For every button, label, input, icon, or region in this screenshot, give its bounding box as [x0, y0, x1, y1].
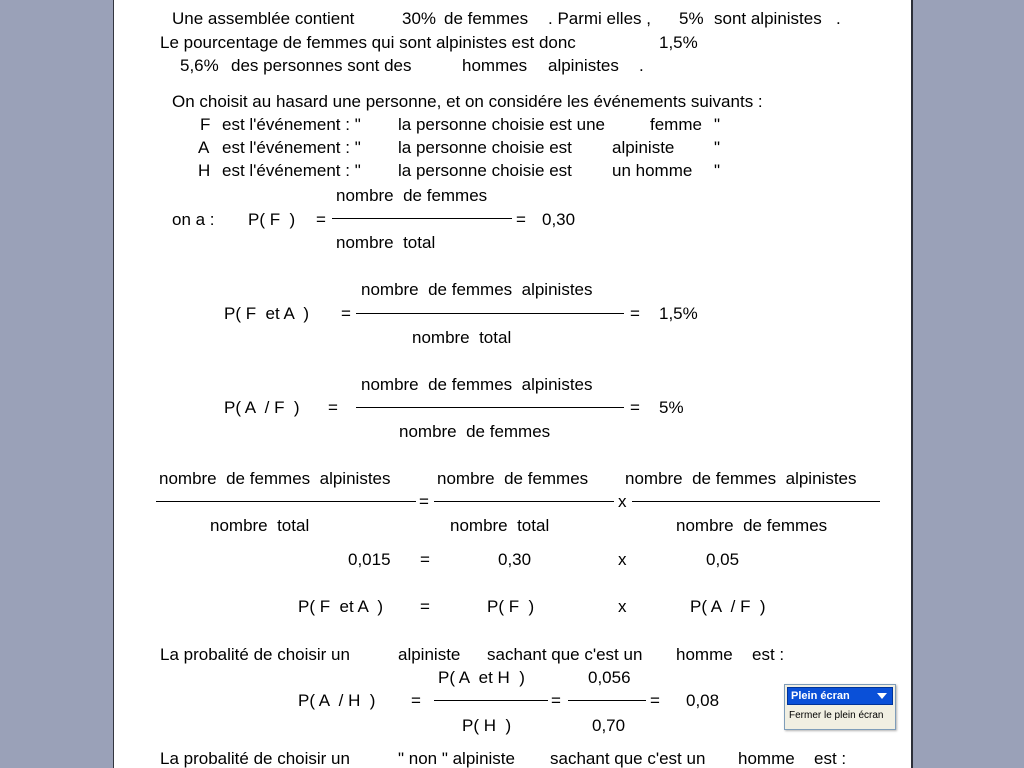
- equals-sign: =: [419, 492, 429, 511]
- fraction-denominator: nombre total: [336, 233, 436, 252]
- intro-value: 5,6%: [180, 56, 219, 75]
- equals-sign: =: [341, 304, 351, 323]
- formula-value: 5%: [659, 398, 684, 417]
- equals-sign: =: [516, 210, 526, 229]
- event-label: est l'événement : ": [222, 161, 361, 180]
- fraction-denominator: nombre de femmes: [676, 516, 828, 535]
- sentence-text: homme: [676, 645, 733, 664]
- dropdown-arrow-icon[interactable]: [877, 693, 887, 699]
- event-text: la personne choisie est: [398, 161, 572, 180]
- formula-value: 0,30: [542, 210, 576, 229]
- symbolic-term: P( F ): [487, 597, 535, 616]
- times-sign: x: [618, 597, 627, 616]
- numeric-value: 0,015: [348, 550, 391, 569]
- fraction-bar: [434, 501, 614, 502]
- intro-text: . Parmi elles ,: [548, 9, 651, 28]
- fraction-denominator: nombre de femmes: [399, 422, 551, 441]
- sentence-text: homme: [738, 749, 795, 768]
- formula-lhs: P( A / F ): [224, 398, 300, 417]
- event-quote: ": [714, 161, 721, 180]
- intro-value: 1,5%: [659, 33, 698, 52]
- equals-sign: =: [420, 550, 430, 569]
- numeric-value: 0,30: [498, 550, 532, 569]
- times-sign: x: [618, 492, 627, 511]
- formula-lhs: P( A / H ): [298, 691, 376, 710]
- fraction-numerator: nombre de femmes alpinistes: [361, 280, 593, 299]
- fraction-bar: [332, 218, 512, 219]
- fraction-bar: [568, 700, 646, 701]
- sentence-text: alpiniste: [398, 645, 461, 664]
- sentence-text: sachant que c'est un: [487, 645, 643, 664]
- intro-text: .: [836, 9, 841, 28]
- document-page: [114, 0, 911, 768]
- event-letter: H: [198, 161, 211, 180]
- intro-value: 30%: [402, 9, 437, 28]
- formula-lhs: P( F et A ): [224, 304, 310, 323]
- intro-text: de femmes: [444, 9, 529, 28]
- fraction-numerator: 0,056: [588, 668, 631, 687]
- formula-value: 0,08: [686, 691, 720, 710]
- formula-prefix: on a :: [172, 210, 215, 229]
- fraction-numerator: nombre de femmes: [336, 186, 488, 205]
- equals-sign: =: [630, 398, 640, 417]
- event-word: un homme: [612, 161, 693, 180]
- sentence-text: " non " alpiniste: [398, 749, 515, 768]
- fraction-numerator: nombre de femmes alpinistes: [361, 375, 593, 394]
- intro-text: Le pourcentage de femmes qui sont alpinistes est donc: [160, 33, 576, 52]
- intro-text: sont alpinistes: [714, 9, 822, 28]
- fraction-bar: [356, 313, 624, 314]
- event-word: alpiniste: [612, 138, 675, 157]
- fraction-bar: [434, 700, 548, 701]
- event-quote: ": [714, 115, 721, 134]
- event-label: est l'événement : ": [222, 138, 361, 157]
- formula-value: 1,5%: [659, 304, 698, 323]
- symbolic-term: P( A / F ): [690, 597, 766, 616]
- intro-text: des personnes sont des: [231, 56, 412, 75]
- fraction-denominator: 0,70: [592, 716, 626, 735]
- equals-sign: =: [411, 691, 421, 710]
- intro-text: Une assemblée contient: [172, 9, 355, 28]
- sentence-text: est :: [814, 749, 847, 768]
- intro-text: .: [639, 56, 644, 75]
- fraction-bar: [356, 407, 624, 408]
- fraction-numerator: P( A et H ): [438, 668, 525, 687]
- fullscreen-toolbar: [784, 684, 896, 730]
- event-text: la personne choisie est: [398, 138, 572, 157]
- equals-sign: =: [316, 210, 326, 229]
- fraction-bar: [632, 501, 880, 502]
- event-letter: A: [198, 138, 210, 157]
- event-label: est l'événement : ": [222, 115, 361, 134]
- equals-sign: =: [328, 398, 338, 417]
- equals-sign: =: [630, 304, 640, 323]
- sentence-text: est :: [752, 645, 785, 664]
- fraction-numerator: nombre de femmes: [437, 469, 589, 488]
- formula-lhs: P( F ): [248, 210, 296, 229]
- numeric-value: 0,05: [706, 550, 740, 569]
- fraction-denominator: nombre total: [210, 516, 310, 535]
- event-text: la personne choisie est une: [398, 115, 605, 134]
- fullscreen-title: Plein écran: [791, 690, 850, 702]
- fraction-bar: [156, 501, 416, 502]
- sentence-text: La probalité de choisir un: [160, 645, 350, 664]
- equals-sign: =: [551, 691, 561, 710]
- sentence-text: La probalité de choisir un: [160, 749, 350, 768]
- times-sign: x: [618, 550, 627, 569]
- fraction-denominator: nombre total: [450, 516, 550, 535]
- events-intro: On choisit au hasard une personne, et on considére les événements suivants :: [172, 92, 763, 111]
- event-word: femme: [650, 115, 702, 134]
- symbolic-term: P( F et A ): [298, 597, 384, 616]
- fullscreen-menu-button[interactable]: [787, 687, 893, 705]
- sentence-text: sachant que c'est un: [550, 749, 706, 768]
- intro-text: hommes: [462, 56, 528, 75]
- fraction-numerator: nombre de femmes alpinistes: [625, 469, 857, 488]
- event-letter: F: [200, 115, 211, 134]
- fraction-denominator: nombre total: [412, 328, 512, 347]
- intro-text: alpinistes: [548, 56, 619, 75]
- equals-sign: =: [650, 691, 660, 710]
- fraction-denominator: P( H ): [462, 716, 512, 735]
- intro-value: 5%: [679, 9, 704, 28]
- close-fullscreen-button[interactable]: Fermer le plein écran: [789, 710, 884, 721]
- event-quote: ": [714, 138, 721, 157]
- page-edge: [911, 0, 913, 768]
- fraction-numerator: nombre de femmes alpinistes: [159, 469, 391, 488]
- equals-sign: =: [420, 597, 430, 616]
